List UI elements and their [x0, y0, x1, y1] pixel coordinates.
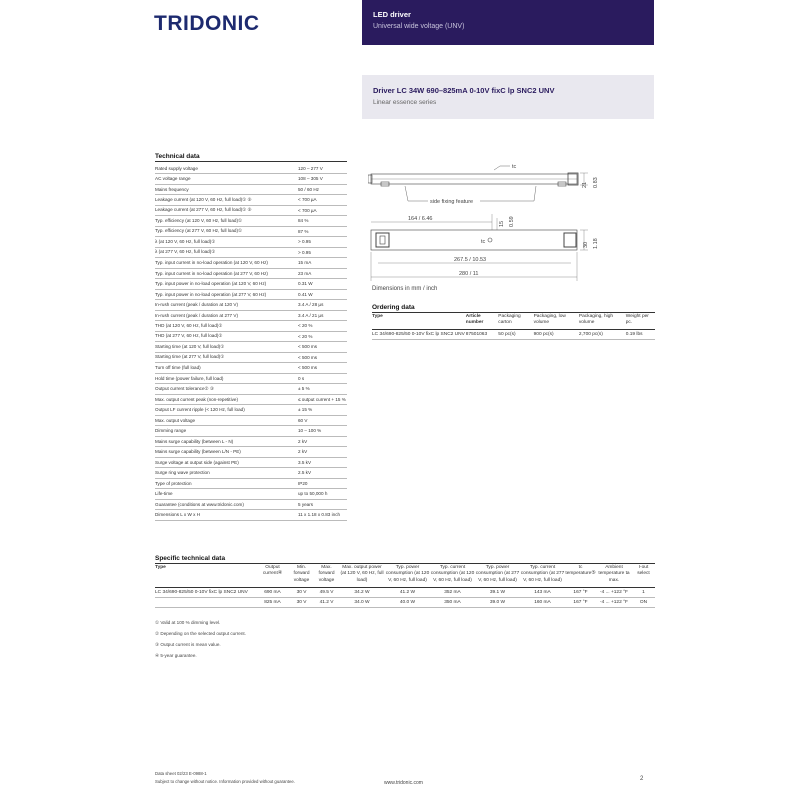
table-cell: 350 mA — [430, 598, 475, 608]
table-row — [155, 300, 347, 311]
spec-label: Life-time — [155, 489, 298, 500]
spec-label: Max. output voltage — [155, 415, 298, 426]
spec-label: Leakage current (at 277 V, 60 Hz, full load)① ⑤ — [155, 205, 298, 216]
spec-value: < 500 ms — [298, 352, 347, 363]
table-cell: 30 V — [289, 588, 314, 598]
brand-logo: TRIDONIC — [154, 12, 260, 35]
category-header — [362, 0, 654, 45]
spec-label: Turn off time (full load) — [155, 363, 298, 374]
spec-value: 2.5 kV — [298, 468, 347, 479]
table-row — [155, 174, 347, 185]
terminal-block-right — [564, 233, 576, 247]
spec-value: < 20 % — [298, 331, 347, 342]
spec-label: Typ. efficiency (at 120 V, 60 Hz, full load)① — [155, 216, 298, 227]
dim-059: 0.59 — [509, 216, 515, 227]
table-row — [155, 384, 347, 395]
table-row — [155, 184, 347, 195]
page-number: 2 — [640, 776, 644, 782]
spec-value: 11 x 1.18 x 0.83 inch — [298, 510, 347, 521]
spec-label: Mains surge capability (between L/N - PE) — [155, 447, 298, 458]
spec-value: < 700 µA — [298, 195, 347, 206]
spec-value: ≤ output current + 15 % — [298, 394, 347, 405]
footnote: ④ 5-year guarantee. — [155, 653, 197, 658]
spec-value: 2 kV — [298, 447, 347, 458]
spec-value: 5 years — [298, 499, 347, 510]
table-cell: 41.2 W — [385, 588, 430, 598]
spec-label: Typ. input power in no-load operation (at 277 V, 60 Hz) — [155, 289, 298, 300]
spec-value: < 700 µA — [298, 205, 347, 216]
spec-value: 3.4 A / 21 µs — [298, 310, 347, 321]
table-row — [155, 268, 347, 279]
table-row — [155, 499, 347, 510]
table-row — [155, 163, 347, 174]
column-header: Type — [155, 565, 256, 588]
column-header: Typ. current consumption (at 120 V, 60 Hz, full load) — [430, 565, 475, 588]
column-header: Packaging, high volume — [579, 313, 626, 329]
spec-label: λ (at 120 V, 60 Hz, full load)① — [155, 237, 298, 248]
technical-data-heading: Technical data — [155, 153, 347, 162]
table-row — [155, 478, 347, 489]
table-cell: 87501063 — [466, 329, 499, 339]
spec-label: λ (at 277 V, 60 Hz, full load)① — [155, 247, 298, 258]
table-cell: 34.0 W — [339, 598, 385, 608]
spec-value: 108 – 305 V — [298, 174, 347, 185]
product-series: Linear essence series — [373, 99, 437, 106]
spec-label: Leakage current (at 120 V, 60 Hz, full load)① ⑤ — [155, 195, 298, 206]
spec-value: IP20 — [298, 478, 347, 489]
table-cell: 2,700 pc(s) — [579, 329, 626, 339]
table-row — [155, 226, 347, 237]
table-row — [155, 258, 347, 269]
table-row — [155, 247, 347, 258]
spec-value: ± 15 % — [298, 405, 347, 416]
table-cell: 352 mA — [430, 588, 475, 598]
spec-value: 2 kV — [298, 436, 347, 447]
disclaimer: Subject to change without notice. Information provided without guarantee. — [155, 778, 295, 784]
spec-label: Type of protection — [155, 478, 298, 489]
spec-value: 0.41 W — [298, 289, 347, 300]
table-row — [155, 363, 347, 374]
table-row — [155, 279, 347, 290]
spec-value: < 500 ms — [298, 342, 347, 353]
spec-label: Guarantee (conditions at www.tridonic.com) — [155, 499, 298, 510]
datasheet-id: Data sheet 02/23 E-0988-1 — [155, 771, 207, 776]
spec-value: up to 50,000 h — [298, 489, 347, 500]
product-name: Driver LC 34W 690–825mA 0-10V fixC lp SNC2 UNV — [373, 86, 555, 95]
spec-value: < 500 ms — [298, 363, 347, 374]
table-cell: 690 mA — [256, 588, 289, 598]
spec-value: 15 mA — [298, 258, 347, 269]
table-row — [155, 405, 347, 416]
table-cell: -4 ... +122 °F — [596, 598, 632, 608]
table-row — [155, 352, 347, 363]
table-row — [155, 373, 347, 384]
ordering-data-heading: Ordering data — [372, 304, 655, 313]
table-cell: 34.2 W — [339, 588, 385, 598]
product-header — [362, 75, 654, 119]
dimension-caption: Dimensions in mm / inch — [372, 286, 438, 292]
column-header: Type — [372, 313, 466, 329]
table-cell — [155, 598, 256, 608]
column-header: Min. forward voltage — [289, 565, 314, 588]
column-header: I-out select — [632, 565, 655, 588]
dim-height-mm: 21 — [582, 181, 588, 188]
table-cell: 167 °F — [565, 588, 596, 598]
table-cell: 825 mA — [256, 598, 289, 608]
technical-data-table — [155, 163, 347, 521]
column-header: Typ. current consumption (at 277 V, 60 Hz, full load) — [520, 565, 565, 588]
table-cell: 40.0 W — [385, 598, 430, 608]
spec-label: Output LF current ripple (< 120 Hz, full load) — [155, 405, 298, 416]
spec-label: Starting time (at 120 V, full load)① — [155, 342, 298, 353]
table-row — [155, 457, 347, 468]
spec-value: 84 % — [298, 216, 347, 227]
spec-value: 23 mA — [298, 268, 347, 279]
specific-data-table — [155, 565, 655, 608]
column-header: Packaging carton — [498, 313, 533, 329]
table-cell: 1 — [632, 588, 655, 598]
table-row — [155, 289, 347, 300]
spec-value: 3.5 kV — [298, 457, 347, 468]
spec-value: 0.31 W — [298, 279, 347, 290]
table-cell: 41.2 V — [314, 598, 339, 608]
table-row — [155, 588, 655, 598]
table-cell: 39.0 W — [475, 598, 520, 608]
tc-label: tc — [512, 164, 517, 170]
dim-30: 30 — [583, 241, 589, 248]
table-row — [155, 489, 347, 500]
spec-value: > 0.95 — [298, 237, 347, 248]
spec-value: 120 – 277 V — [298, 163, 347, 174]
column-header: Typ. power consumption (at 277 V, 60 Hz, full load) — [475, 565, 520, 588]
table-cell: LC 34/690-825/50 0-10V fixC lp SNC2 UNV — [372, 329, 466, 339]
spec-value: 60 V — [298, 415, 347, 426]
dim-2675: 267.5 / 10.53 — [454, 257, 487, 263]
spec-label: Hold time (power failure, full load) — [155, 373, 298, 384]
spec-label: Rated supply voltage — [155, 163, 298, 174]
spec-label: Output current tolerance② ③ — [155, 384, 298, 395]
spec-label: Surge voltage at output side (against PE) — [155, 457, 298, 468]
table-row — [155, 394, 347, 405]
spec-value: 0 s — [298, 373, 347, 384]
terminal-block-left — [376, 233, 389, 247]
column-header: Packaging, low volume — [534, 313, 579, 329]
table-row — [155, 342, 347, 353]
table-row — [155, 205, 347, 216]
dim-280: 280 / 11 — [459, 271, 479, 277]
spec-value: ± 5 % — [298, 384, 347, 395]
table-cell: LC 34/690-825/50 0-10V fixC lp SNC2 UNV — [155, 588, 256, 598]
column-header: Max. forward voltage — [314, 565, 339, 588]
table-row — [155, 510, 347, 521]
table-cell: 143 mA — [520, 588, 565, 598]
footnotes — [155, 620, 246, 664]
spec-value: 87 % — [298, 226, 347, 237]
table-cell: 900 pc(s) — [534, 329, 579, 339]
dim-164: 164 / 6.46 — [408, 216, 433, 222]
spec-label: THD (at 277 V, 60 Hz, full load)① — [155, 331, 298, 342]
table-cell: 39.1 W — [475, 588, 520, 598]
category-subtitle: Universal wide voltage (UNV) — [373, 23, 465, 30]
table-row — [155, 321, 347, 332]
footnote: ③ Output current is mean value. — [155, 642, 221, 647]
specific-data-heading: Specific technical data — [155, 555, 655, 564]
spec-label: Typ. input current in no-load operation (at 120 V, 60 Hz) — [155, 258, 298, 269]
spec-value: 50 / 60 Hz — [298, 184, 347, 195]
spec-label: Max. output current peak (non-repetitive) — [155, 394, 298, 405]
table-cell: 30 V — [289, 598, 314, 608]
column-header: tc temperature⑤ — [565, 565, 596, 588]
table-cell: 0.19 lbs — [626, 329, 655, 339]
table-row — [372, 329, 655, 339]
footer-info — [155, 770, 295, 785]
column-header: Ambient temperature ta max. — [596, 565, 632, 588]
dim-15: 15 — [499, 220, 505, 227]
table-row — [155, 310, 347, 321]
spec-label: AC voltage range — [155, 174, 298, 185]
spec-value: 3.4 A / 28 µs — [298, 300, 347, 311]
table-row — [155, 436, 347, 447]
column-header: Weight per pc. — [626, 313, 655, 329]
spec-value: > 0.95 — [298, 247, 347, 258]
spec-label: Mains frequency — [155, 184, 298, 195]
spec-label: In-rush current (peak / duration at 120 V) — [155, 300, 298, 311]
footnote: ② Depending on the selected output current. — [155, 631, 246, 636]
column-header: Article number — [466, 313, 499, 329]
footnote: ① Valid at 100 % dimming level. — [155, 620, 221, 625]
side-fixing-label: side fixing feature — [430, 199, 474, 205]
spec-label: Surge ring wave protection — [155, 468, 298, 479]
column-header: Typ. power consumption (at 120 V, 60 Hz, full load) — [385, 565, 430, 588]
table-cell: ON — [632, 598, 655, 608]
spec-label: THD (at 120 V, 60 Hz, full load)① — [155, 321, 298, 332]
table-row — [155, 426, 347, 437]
column-header: Max. output power (at 120 V, 60 Hz, full load) — [339, 565, 385, 588]
spec-label: Starting time (at 277 V, full load)① — [155, 352, 298, 363]
spec-label: Dimensions L x W x H — [155, 510, 298, 521]
table-row — [155, 216, 347, 227]
ordering-data-table — [372, 313, 655, 340]
dimension-drawing — [368, 160, 608, 285]
spec-value: 10 – 100 % — [298, 426, 347, 437]
spec-label: Typ. input power in no-load operation (at 120 V, 60 Hz) — [155, 279, 298, 290]
column-header: Output current④ — [256, 565, 289, 588]
spec-label: Typ. input current in no-load operation (at 277 V, 60 Hz) — [155, 268, 298, 279]
spec-value: < 20 % — [298, 321, 347, 332]
top-view-body — [371, 230, 577, 250]
spec-label: Mains surge capability (between L - N) — [155, 436, 298, 447]
table-cell: 50 pc(s) — [498, 329, 533, 339]
tc-label-top: tc — [481, 239, 486, 245]
table-row — [155, 468, 347, 479]
table-row — [155, 237, 347, 248]
table-cell: 167 °F — [565, 598, 596, 608]
spec-label: In-rush current (peak / duration at 277 V) — [155, 310, 298, 321]
table-cell: 49.5 V — [314, 588, 339, 598]
spec-label: Typ. efficiency (at 277 V, 60 Hz, full load)① — [155, 226, 298, 237]
spec-label: Dimming range — [155, 426, 298, 437]
table-row — [155, 331, 347, 342]
category-title: LED driver — [373, 10, 411, 19]
table-row — [155, 598, 655, 608]
table-cell: 160 mA — [520, 598, 565, 608]
table-row — [155, 447, 347, 458]
dim-118: 1.18 — [593, 238, 599, 249]
table-row — [155, 195, 347, 206]
dim-height-inch: 0.83 — [593, 177, 599, 188]
website-link[interactable]: www.tridonic.com — [384, 780, 423, 786]
table-cell: -4 ... +122 °F — [596, 588, 632, 598]
table-row — [155, 415, 347, 426]
